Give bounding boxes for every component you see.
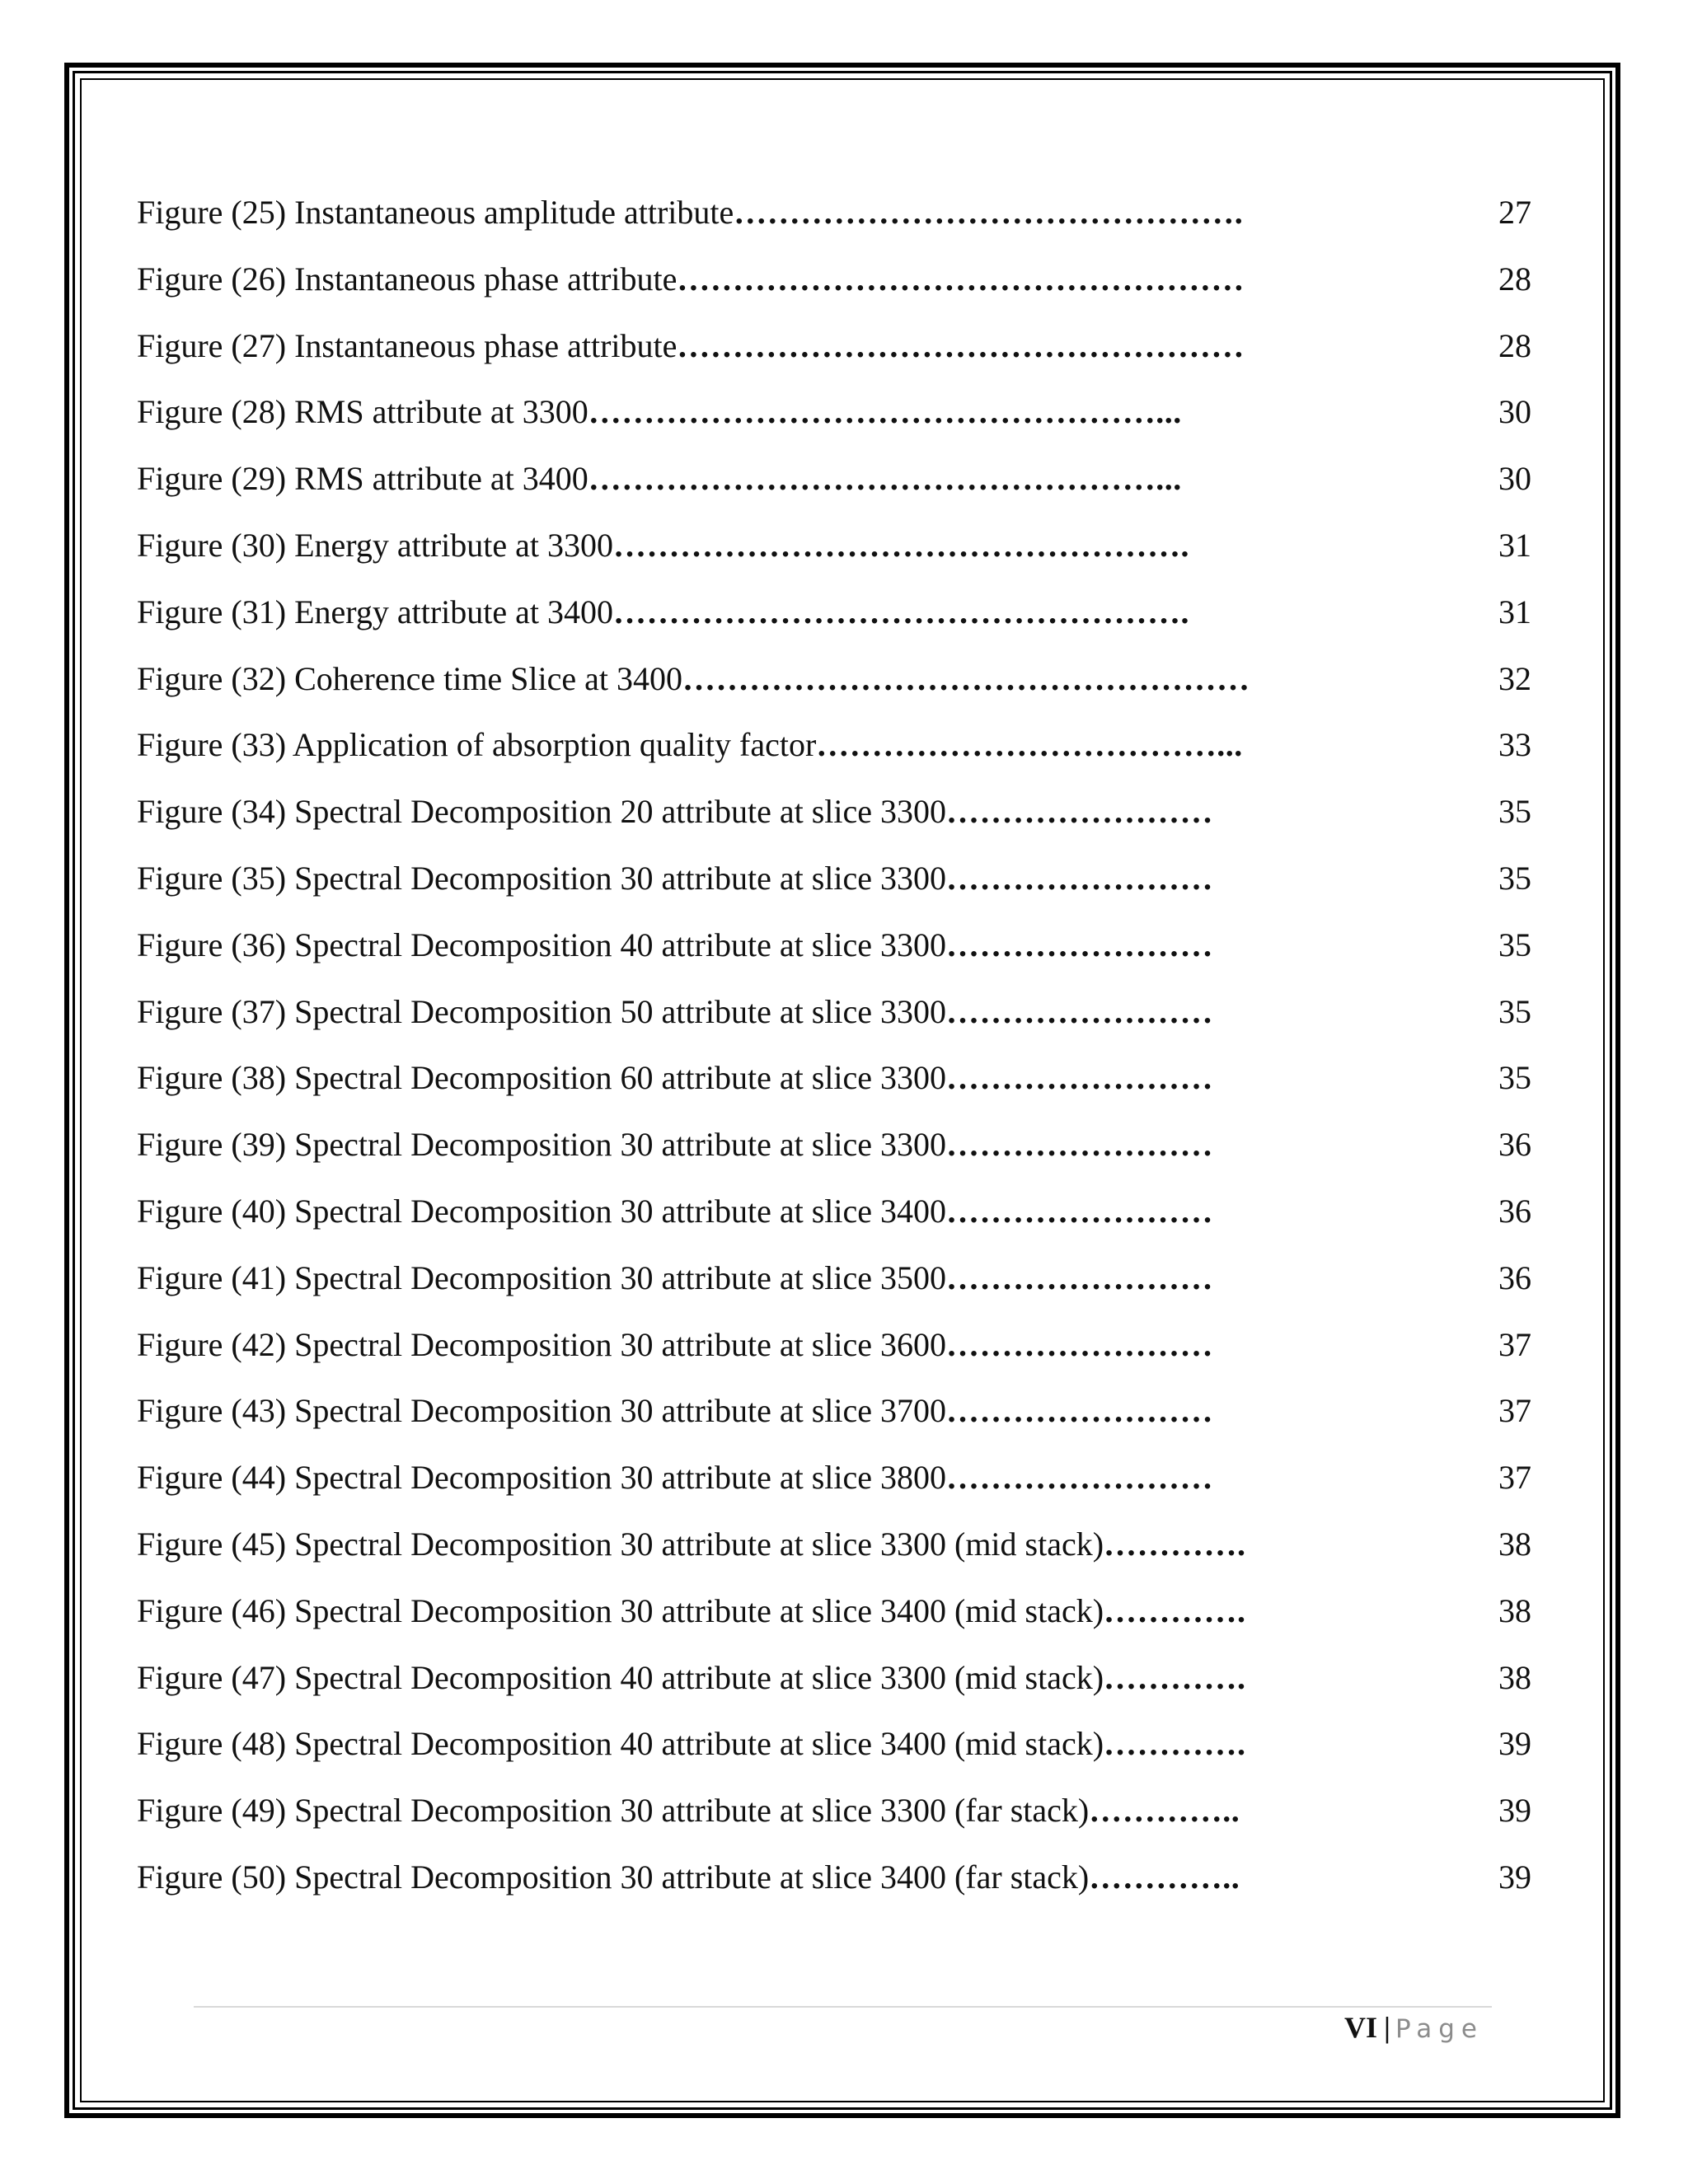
list-item <box>137 1727 1531 1794</box>
figure-page-number: 37 <box>1498 1459 1531 1497</box>
dot-leader: …………. <box>1104 1725 1246 1763</box>
figure-caption: Figure (28) RMS attribute at 3300 <box>137 393 588 431</box>
list-item <box>137 1325 1531 1395</box>
figure-page-number: 38 <box>1498 1525 1531 1563</box>
dot-leader: …………. <box>1104 1658 1246 1696</box>
figure-page-number: 30 <box>1498 460 1531 498</box>
list-item <box>137 593 1531 663</box>
figure-caption: Figure (44) Spectral Decomposition 30 attribute at slice 3800 <box>137 1459 946 1497</box>
list-item <box>137 326 1531 396</box>
list-item <box>137 1461 1531 1528</box>
figure-page-number: 32 <box>1498 659 1531 697</box>
list-item <box>137 462 1531 529</box>
dot-leader: ………….. <box>1089 1858 1240 1896</box>
dot-leader: …………………… <box>946 1392 1213 1430</box>
list-item <box>137 992 1531 1062</box>
figure-caption: Figure (35) Spectral Decomposition 30 attribute at slice 3300 <box>137 859 946 897</box>
dot-leader: …………………………………………… <box>677 260 1245 298</box>
figure-page-number: 35 <box>1498 1059 1531 1097</box>
figure-caption: Figure (34) Spectral Decomposition 20 attribute at slice 3300 <box>137 793 946 831</box>
figure-caption: Figure (29) RMS attribute at 3400 <box>137 460 588 498</box>
figure-page-number: 38 <box>1498 1658 1531 1696</box>
figure-caption: Figure (38) Spectral Decomposition 60 attribute at slice 3300 <box>137 1059 946 1097</box>
list-item <box>137 1192 1531 1262</box>
figure-caption: Figure (33) Application of absorption quality factor <box>137 726 817 764</box>
figure-page-number: 39 <box>1498 1725 1531 1763</box>
dot-leader: …………………… <box>946 1459 1213 1497</box>
list-item <box>137 926 1531 996</box>
list-item <box>137 1258 1531 1329</box>
figure-page-number: 37 <box>1498 1325 1531 1363</box>
dot-leader: …………………… <box>946 992 1213 1030</box>
figure-page-number: 39 <box>1498 1858 1531 1896</box>
page-footer <box>1344 2013 1484 2042</box>
list-of-figures <box>137 196 1531 1928</box>
figure-page-number: 35 <box>1498 859 1531 897</box>
figure-caption: Figure (31) Energy attribute at 3400 <box>137 593 614 630</box>
figure-page-number: 35 <box>1498 992 1531 1030</box>
dot-leader: …………………… <box>946 1258 1213 1296</box>
figure-page-number: 31 <box>1498 593 1531 630</box>
list-item <box>137 726 1531 795</box>
figure-caption: Figure (50) Spectral Decomposition 30 attribute at slice 3400 (far stack) <box>137 1858 1090 1896</box>
list-item <box>137 1525 1531 1595</box>
dot-leader: …………………… <box>946 1126 1213 1164</box>
dot-leader: ……………………………………………... <box>588 460 1182 498</box>
figure-page-number: 35 <box>1498 926 1531 963</box>
figure-page-number: 31 <box>1498 526 1531 564</box>
figure-caption: Figure (39) Spectral Decomposition 30 attribute at slice 3300 <box>137 1126 946 1164</box>
dot-leader: ………………………………... <box>816 726 1243 764</box>
dot-leader: ……………………………………………. <box>613 593 1190 630</box>
list-item <box>137 1591 1531 1661</box>
dot-leader: …………………… <box>946 1192 1213 1230</box>
figure-page-number: 36 <box>1498 1258 1531 1296</box>
list-item <box>137 1858 1531 1928</box>
dot-leader: …………………… <box>946 926 1213 963</box>
footer-separator: | <box>1384 2011 1390 2044</box>
figure-caption: Figure (41) Spectral Decomposition 30 attribute at slice 3500 <box>137 1258 946 1296</box>
figure-caption: Figure (47) Spectral Decomposition 40 attribute at slice 3300 (mid stack) <box>137 1658 1104 1696</box>
list-item <box>137 659 1531 729</box>
figure-caption: Figure (30) Energy attribute at 3300 <box>137 526 614 564</box>
figure-page-number: 27 <box>1498 194 1531 231</box>
figure-caption: Figure (42) Spectral Decomposition 30 attribute at slice 3600 <box>137 1325 946 1363</box>
figure-page-number: 28 <box>1498 326 1531 364</box>
figure-caption: Figure (37) Spectral Decomposition 50 attribute at slice 3300 <box>137 992 946 1030</box>
figure-caption: Figure (27) Instantaneous phase attribute <box>137 326 678 364</box>
figure-caption: Figure (45) Spectral Decomposition 30 attribute at slice 3300 (mid stack) <box>137 1525 1104 1563</box>
figure-page-number: 39 <box>1498 1792 1531 1830</box>
list-item <box>137 1794 1531 1861</box>
list-item <box>137 1059 1531 1128</box>
figure-page-number: 35 <box>1498 793 1531 831</box>
figure-caption: Figure (48) Spectral Decomposition 40 attribute at slice 3400 (mid stack) <box>137 1725 1104 1763</box>
dot-leader: ……………………………………………... <box>588 393 1182 431</box>
figure-caption: Figure (46) Spectral Decomposition 30 attribute at slice 3400 (mid stack) <box>137 1591 1104 1629</box>
list-item <box>137 1128 1531 1195</box>
dot-leader: ………….. <box>1089 1792 1240 1830</box>
figure-page-number: 33 <box>1498 726 1531 764</box>
list-item <box>137 795 1531 862</box>
list-item <box>137 1394 1531 1461</box>
dot-leader: …………………… <box>946 1325 1213 1363</box>
dot-leader: …………………… <box>946 1059 1213 1097</box>
list-item <box>137 859 1531 929</box>
figure-page-number: 36 <box>1498 1126 1531 1164</box>
list-item <box>137 1658 1531 1728</box>
list-item <box>137 526 1531 596</box>
dot-leader: …………. <box>1104 1525 1246 1563</box>
figure-caption: Figure (43) Spectral Decomposition 30 attribute at slice 3700 <box>137 1392 946 1430</box>
figure-page-number: 38 <box>1498 1591 1531 1629</box>
dot-leader: ………………………………………. <box>734 194 1244 231</box>
dot-leader: …………………………………………… <box>682 659 1250 697</box>
list-item <box>137 196 1531 263</box>
list-item <box>137 260 1531 330</box>
dot-leader: …………. <box>1104 1591 1246 1629</box>
figure-page-number: 28 <box>1498 260 1531 298</box>
list-item <box>137 393 1531 462</box>
figure-caption: Figure (40) Spectral Decomposition 30 attribute at slice 3400 <box>137 1192 946 1230</box>
dot-leader: …………………… <box>946 793 1213 831</box>
figure-page-number: 30 <box>1498 393 1531 431</box>
figure-caption: Figure (26) Instantaneous phase attribute <box>137 260 678 298</box>
figure-caption: Figure (49) Spectral Decomposition 30 attribute at slice 3300 (far stack) <box>137 1792 1090 1830</box>
page-number: VI <box>1343 2011 1377 2044</box>
dot-leader: …………………… <box>946 859 1213 897</box>
figure-caption: Figure (32) Coherence time Slice at 3400 <box>137 659 683 697</box>
page-label: Page <box>1395 2014 1484 2044</box>
dot-leader: ……………………………………………. <box>613 526 1190 564</box>
figure-page-number: 36 <box>1498 1192 1531 1230</box>
figure-caption: Figure (36) Spectral Decomposition 40 attribute at slice 3300 <box>137 926 946 963</box>
figure-page-number: 37 <box>1498 1392 1531 1430</box>
dot-leader: …………………………………………… <box>677 326 1245 364</box>
footer-divider <box>194 2006 1492 2008</box>
figure-caption: Figure (25) Instantaneous amplitude attribute <box>137 194 734 231</box>
